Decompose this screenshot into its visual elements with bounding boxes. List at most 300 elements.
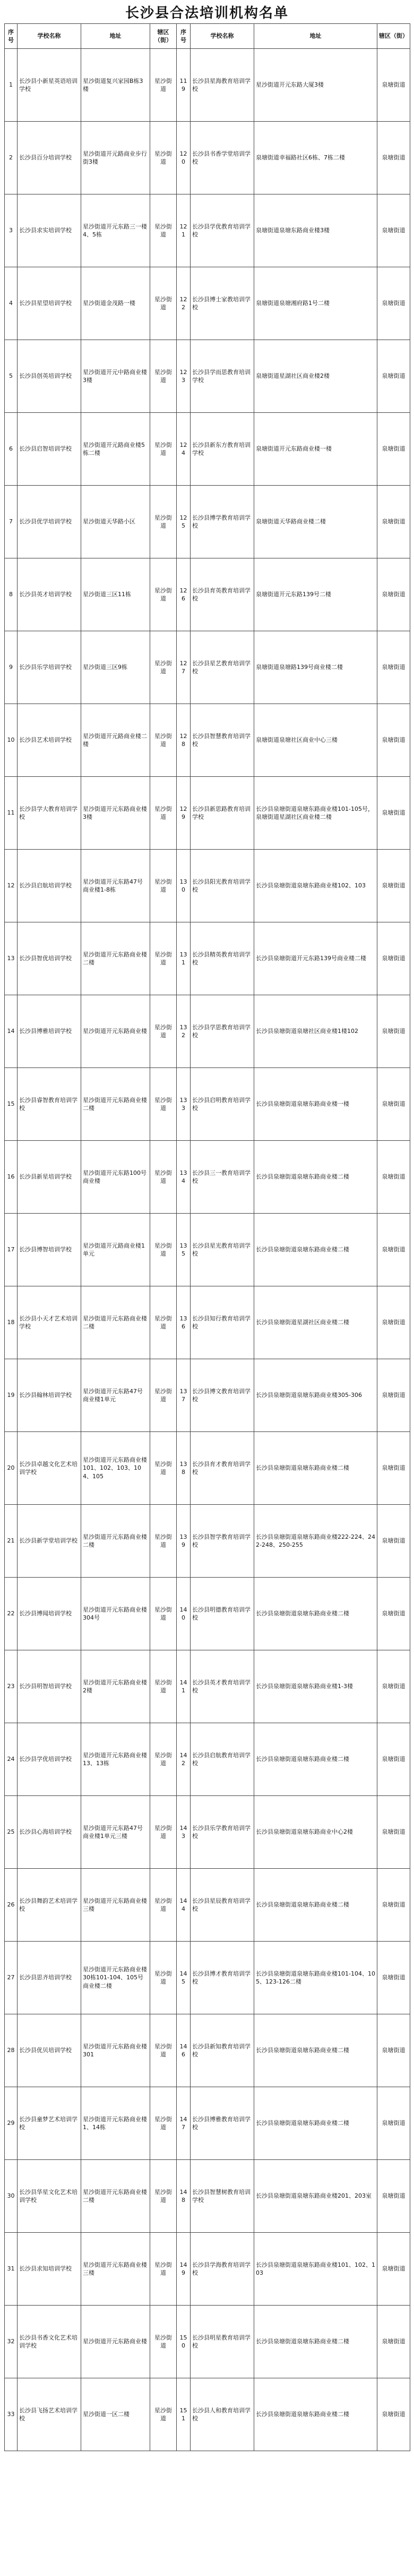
table-row: [5, 1432, 410, 1505]
table-row: [5, 340, 410, 413]
school-name-left: 长沙县博闻培训学校: [18, 1578, 81, 1650]
district-right: 泉塘街道: [377, 995, 410, 1068]
school-name-left: 长沙县睿智教育培训学校: [18, 1068, 81, 1141]
district-left: 星沙街道: [150, 1068, 177, 1141]
school-name-left: 长沙县书香文化艺术培训学校: [18, 2306, 81, 2378]
district-right: 泉塘街道: [377, 850, 410, 922]
school-name-left: 长沙县华星文化艺术培训学校: [18, 2160, 81, 2233]
school-name-right: 长沙县英才教育培训学校: [191, 1650, 254, 1723]
district-left: 星沙街道: [150, 1141, 177, 1214]
col-header-no-right: 序号: [177, 24, 191, 49]
school-address-left: 星沙街道开元东路商业楼13、13栋: [81, 1723, 150, 1796]
row-number-right: 123: [177, 340, 191, 413]
district-left: 星沙街道: [150, 1505, 177, 1578]
table-row: [5, 558, 410, 631]
row-number-right: 121: [177, 194, 191, 267]
school-name-right: 长沙县星海教育培训学校: [191, 49, 254, 122]
school-address-left: 星沙街道开元东路47号商业楼1-8栋: [81, 850, 150, 922]
district-right: 泉塘街道: [377, 1723, 410, 1796]
district-right: 泉塘街道: [377, 1286, 410, 1359]
row-number-left: 12: [5, 850, 18, 922]
district-right: 泉塘街道: [377, 2160, 410, 2233]
school-address-left: 星沙街道三区9栋: [81, 631, 150, 704]
district-left: 星沙街道: [150, 340, 177, 413]
school-address-right: 长沙县泉塘街道泉塘东路商业楼101-105号，泉塘街道星湖社区商业楼二楼: [254, 777, 377, 850]
row-number-right: 124: [177, 413, 191, 486]
school-address-left: 星沙街道开元东路商业楼1、14栋: [81, 2087, 150, 2160]
table-row: [5, 2378, 410, 2451]
table-row: [5, 1578, 410, 1650]
row-number-right: 127: [177, 631, 191, 704]
row-number-right: 135: [177, 1214, 191, 1286]
school-address-left: 星沙街道开元东路商业楼二楼: [81, 1286, 150, 1359]
district-right: 泉塘街道: [377, 1942, 410, 2014]
district-left: 星沙街道: [150, 2160, 177, 2233]
table-row: [5, 1505, 410, 1578]
school-address-right: 长沙县泉塘街道泉塘东路商业楼101、102、103: [254, 2233, 377, 2306]
table-row: [5, 1796, 410, 1869]
school-address-left: 星沙街道开元东路商业楼2楼: [81, 1650, 150, 1723]
school-name-left: 长沙县卓越文化艺术培训学校: [18, 1432, 81, 1505]
row-number-right: 151: [177, 2378, 191, 2451]
district-left: 星沙街道: [150, 1359, 177, 1432]
school-name-right: 长沙县新思路教育培训学校: [191, 777, 254, 850]
row-number-right: 125: [177, 486, 191, 558]
table-row: [5, 922, 410, 995]
school-address-right: 长沙县泉塘街道泉塘东路商业楼二楼: [254, 1723, 377, 1796]
school-address-left: 星沙街道开元东路47号商业楼1单元三楼: [81, 1796, 150, 1869]
school-address-left: 星沙街道开元东路100号商业楼: [81, 1141, 150, 1214]
col-header-name-left: 学校名称: [18, 24, 81, 49]
row-number-right: 137: [177, 1359, 191, 1432]
school-address-left: 星沙街道开元东路商业楼101、102、103、104、105: [81, 1432, 150, 1505]
school-name-right: 长沙县星光教育培训学校: [191, 1214, 254, 1286]
row-number-right: 133: [177, 1068, 191, 1141]
row-number-right: 119: [177, 49, 191, 122]
school-address-right: 长沙县泉塘街道泉塘东路商业楼二楼: [254, 2306, 377, 2378]
school-name-left: 长沙县新学堂培训学校: [18, 1505, 81, 1578]
row-number-right: 143: [177, 1796, 191, 1869]
district-left: 星沙街道: [150, 2087, 177, 2160]
row-number-left: 32: [5, 2306, 18, 2378]
table-row: [5, 704, 410, 777]
row-number-right: 132: [177, 995, 191, 1068]
district-right: 泉塘街道: [377, 1432, 410, 1505]
school-name-right: 长沙县启明教育培训学校: [191, 1068, 254, 1141]
row-number-left: 22: [5, 1578, 18, 1650]
school-name-right: 长沙县智慧教育培训学校: [191, 704, 254, 777]
row-number-right: 129: [177, 777, 191, 850]
district-right: 泉塘街道: [377, 2306, 410, 2378]
school-name-left: 长沙县启智培训学校: [18, 413, 81, 486]
school-address-right: 长沙县泉塘街道泉塘东路商业楼二楼: [254, 2014, 377, 2087]
district-left: 星沙街道: [150, 2378, 177, 2451]
school-address-right: 长沙县泉塘街道泉塘东路商业中心2楼: [254, 1796, 377, 1869]
school-name-right: 长沙县博文教育培训学校: [191, 1359, 254, 1432]
school-name-right: 长沙县学优教育培训学校: [191, 194, 254, 267]
district-left: 星沙街道: [150, 995, 177, 1068]
row-number-right: 128: [177, 704, 191, 777]
table-row: [5, 486, 410, 558]
row-number-right: 144: [177, 1869, 191, 1942]
table-row: [5, 1286, 410, 1359]
district-right: 泉塘街道: [377, 2378, 410, 2451]
school-address-left: 星沙街道开元东路商业楼30栋101-104、105号商业楼二楼: [81, 1942, 150, 2014]
district-right: 泉塘街道: [377, 122, 410, 194]
school-address-right: 长沙县泉塘街道泉塘东路商业楼一楼: [254, 1068, 377, 1141]
school-name-left: 长沙县启航培训学校: [18, 850, 81, 922]
col-header-address-left: 地址: [81, 24, 150, 49]
table-row: [5, 2306, 410, 2378]
school-address-right: 泉塘街道泉塘路139号商业楼二楼: [254, 631, 377, 704]
district-right: 泉塘街道: [377, 1068, 410, 1141]
school-address-left: 星沙街道三区11栋: [81, 558, 150, 631]
row-number-left: 25: [5, 1796, 18, 1869]
school-name-left: 长沙县英才培训学校: [18, 558, 81, 631]
school-address-left: 星沙街道开元东路三一楼4、5栋: [81, 194, 150, 267]
school-address-left: 星沙街道开元东路商业楼304号: [81, 1578, 150, 1650]
school-name-left: 长沙县创英培训学校: [18, 340, 81, 413]
table-row: [5, 2233, 410, 2306]
district-left: 星沙街道: [150, 194, 177, 267]
district-right: 泉塘街道: [377, 1359, 410, 1432]
row-number-left: 21: [5, 1505, 18, 1578]
school-name-left: 长沙县新星培训学校: [18, 1141, 81, 1214]
table-row: [5, 2160, 410, 2233]
district-left: 星沙街道: [150, 413, 177, 486]
school-address-right: 长沙县泉塘街道泉塘东路商业楼二楼: [254, 2378, 377, 2451]
row-number-left: 5: [5, 340, 18, 413]
school-name-left: 长沙县百分培训学校: [18, 122, 81, 194]
school-name-right: 长沙县博才教育培训学校: [191, 1942, 254, 2014]
col-header-district-right: 辖区（街）: [377, 24, 410, 49]
row-number-left: 1: [5, 49, 18, 122]
district-left: 星沙街道: [150, 486, 177, 558]
row-number-right: 149: [177, 2233, 191, 2306]
row-number-left: 26: [5, 1869, 18, 1942]
school-name-right: 长沙县明德教育培训学校: [191, 1578, 254, 1650]
table-row: [5, 631, 410, 704]
table-row: [5, 267, 410, 340]
table-row: [5, 777, 410, 850]
school-name-right: 长沙县博雅教育培训学校: [191, 2087, 254, 2160]
district-right: 泉塘街道: [377, 1505, 410, 1578]
school-name-left: 长沙县博智培训学校: [18, 1214, 81, 1286]
district-left: 星沙街道: [150, 1286, 177, 1359]
table-row: [5, 995, 410, 1068]
table-row: [5, 1068, 410, 1141]
table-row: [5, 1359, 410, 1432]
district-left: 星沙街道: [150, 704, 177, 777]
table-row: [5, 194, 410, 267]
district-left: 星沙街道: [150, 1578, 177, 1650]
school-name-left: 长沙县明智培训学校: [18, 1650, 81, 1723]
school-address-right: 长沙县泉塘街道开元东路139号商业楼二楼: [254, 922, 377, 995]
school-name-right: 长沙县三一教育培训学校: [191, 1141, 254, 1214]
school-address-right: 长沙县泉塘街道泉塘东路商业楼222-224、242-248、250-255: [254, 1505, 377, 1578]
district-left: 星沙街道: [150, 267, 177, 340]
district-right: 泉塘街道: [377, 413, 410, 486]
school-name-left: 长沙县童梦艺术培训学校: [18, 2087, 81, 2160]
school-name-right: 长沙县育才教育培训学校: [191, 1432, 254, 1505]
row-number-left: 31: [5, 2233, 18, 2306]
district-left: 星沙街道: [150, 1869, 177, 1942]
district-right: 泉塘街道: [377, 777, 410, 850]
institution-table: [4, 23, 410, 2451]
school-address-left: 星沙街道一区二楼: [81, 2378, 150, 2451]
school-name-left: 长沙县舞韵艺术培训学校: [18, 1869, 81, 1942]
row-number-left: 13: [5, 922, 18, 995]
school-name-right: 长沙县阳光教育培训学校: [191, 850, 254, 922]
school-address-right: 泉塘街道星湖社区商业楼2楼: [254, 340, 377, 413]
district-left: 星沙街道: [150, 558, 177, 631]
row-number-right: 141: [177, 1650, 191, 1723]
school-name-right: 长沙县精英教育培训学校: [191, 922, 254, 995]
school-address-left: 星沙街道开元中路商业楼3楼: [81, 340, 150, 413]
district-right: 泉塘街道: [377, 1650, 410, 1723]
district-right: 泉塘街道: [377, 922, 410, 995]
school-name-right: 长沙县星辰教育培训学校: [191, 1869, 254, 1942]
district-right: 泉塘街道: [377, 1141, 410, 1214]
school-address-right: 长沙县泉塘街道泉塘东路商业楼201、203室: [254, 2160, 377, 2233]
school-address-left: 星沙街道开元路商业步行街3楼: [81, 122, 150, 194]
col-header-address-right: 地址: [254, 24, 377, 49]
school-address-right: 长沙县泉塘街道泉塘东路商业楼101-104、105、123-126二楼: [254, 1942, 377, 2014]
row-number-right: 150: [177, 2306, 191, 2378]
district-left: 星沙街道: [150, 2306, 177, 2378]
table-row: [5, 2087, 410, 2160]
row-number-right: 145: [177, 1942, 191, 2014]
row-number-right: 122: [177, 267, 191, 340]
table-row: [5, 1869, 410, 1942]
row-number-left: 2: [5, 122, 18, 194]
row-number-left: 15: [5, 1068, 18, 1141]
district-left: 星沙街道: [150, 1723, 177, 1796]
school-name-left: 长沙县乐学培训学校: [18, 631, 81, 704]
table-row: [5, 1214, 410, 1286]
row-number-left: 18: [5, 1286, 18, 1359]
table-row: [5, 2014, 410, 2087]
school-name-right: 长沙县星艺教育培训学校: [191, 631, 254, 704]
row-number-left: 17: [5, 1214, 18, 1286]
district-left: 星沙街道: [150, 1650, 177, 1723]
row-number-left: 20: [5, 1432, 18, 1505]
row-number-left: 23: [5, 1650, 18, 1723]
district-left: 星沙街道: [150, 2233, 177, 2306]
school-address-left: 星沙街道开元路商业楼1单元: [81, 1214, 150, 1286]
row-number-right: 139: [177, 1505, 191, 1578]
school-address-left: 星沙街道开元东路商业楼二楼: [81, 2160, 150, 2233]
table-row: [5, 1650, 410, 1723]
school-name-right: 长沙县人和教育培训学校: [191, 2378, 254, 2451]
school-name-left: 长沙县心海培训学校: [18, 1796, 81, 1869]
school-address-right: 长沙县泉塘街道泉塘社区商业楼1楼102: [254, 995, 377, 1068]
row-number-left: 8: [5, 558, 18, 631]
row-number-left: 19: [5, 1359, 18, 1432]
district-right: 泉塘街道: [377, 558, 410, 631]
school-name-right: 长沙县智学教育培训学校: [191, 1505, 254, 1578]
school-address-right: 长沙县泉塘街道泉塘东路商业楼305-306: [254, 1359, 377, 1432]
district-left: 星沙街道: [150, 2014, 177, 2087]
table-row: [5, 49, 410, 122]
district-right: 泉塘街道: [377, 2014, 410, 2087]
table-row: [5, 850, 410, 922]
school-address-right: 长沙县泉塘街道泉塘东路商业楼1-3楼: [254, 1650, 377, 1723]
row-number-left: 9: [5, 631, 18, 704]
col-header-name-right: 学校名称: [191, 24, 254, 49]
district-right: 泉塘街道: [377, 340, 410, 413]
school-address-left: 星沙街道金茂路一楼: [81, 267, 150, 340]
row-number-left: 29: [5, 2087, 18, 2160]
district-right: 泉塘街道: [377, 267, 410, 340]
district-left: 星沙街道: [150, 122, 177, 194]
row-number-right: 142: [177, 1723, 191, 1796]
district-right: 泉塘街道: [377, 1869, 410, 1942]
district-left: 星沙街道: [150, 1214, 177, 1286]
row-number-right: 140: [177, 1578, 191, 1650]
row-number-left: 3: [5, 194, 18, 267]
row-number-left: 14: [5, 995, 18, 1068]
district-right: 泉塘街道: [377, 1578, 410, 1650]
school-name-left: 长沙县小天才艺术培训学校: [18, 1286, 81, 1359]
table-row: [5, 1723, 410, 1796]
school-name-left: 长沙县飞扬艺术培训学校: [18, 2378, 81, 2451]
school-name-left: 长沙县优贝培训学校: [18, 2014, 81, 2087]
page-title: 长沙县合法培训机构名单: [125, 5, 289, 21]
school-name-right: 长沙县明星教育培训学校: [191, 2306, 254, 2378]
row-number-left: 28: [5, 2014, 18, 2087]
school-name-right: 长沙县博士家教培训学校: [191, 267, 254, 340]
school-name-left: 长沙县小新星英语培训学校: [18, 49, 81, 122]
school-name-left: 长沙县求实培训学校: [18, 194, 81, 267]
school-address-left: 星沙街道开元路商业楼二楼: [81, 704, 150, 777]
school-name-right: 长沙县启航教育培训学校: [191, 1723, 254, 1796]
row-number-right: 136: [177, 1286, 191, 1359]
school-address-left: 星沙街道开元东路商业楼: [81, 995, 150, 1068]
school-address-right: 长沙县泉塘街道泉塘东路商业楼二楼: [254, 1432, 377, 1505]
row-number-right: 126: [177, 558, 191, 631]
school-address-right: 泉塘街道开元东路139号二楼: [254, 558, 377, 631]
district-left: 星沙街道: [150, 922, 177, 995]
school-name-right: 长沙县知行教育培训学校: [191, 1286, 254, 1359]
school-address-right: 泉塘街道开元东路商业楼一楼: [254, 413, 377, 486]
school-name-right: 长沙县乐学教育培训学校: [191, 1796, 254, 1869]
row-number-left: 7: [5, 486, 18, 558]
school-name-left: 长沙县学大教育培训学校: [18, 777, 81, 850]
school-name-right: 长沙县博学教育培训学校: [191, 486, 254, 558]
col-header-no-left: 序号: [5, 24, 18, 49]
district-left: 星沙街道: [150, 49, 177, 122]
school-address-left: 星沙街道开元东路商业楼三楼: [81, 2233, 150, 2306]
school-address-right: 长沙县泉塘街道星湖社区商业楼二楼: [254, 1286, 377, 1359]
row-number-right: 131: [177, 922, 191, 995]
row-number-left: 24: [5, 1723, 18, 1796]
district-right: 泉塘街道: [377, 631, 410, 704]
school-address-left: 星沙街道开元东路商业楼二楼: [81, 1505, 150, 1578]
row-number-left: 27: [5, 1942, 18, 2014]
school-name-right: 长沙县新知教育培训学校: [191, 2014, 254, 2087]
school-address-right: 长沙县泉塘街道泉塘东路商业楼二楼: [254, 1214, 377, 1286]
school-address-right: 泉塘街道幸福路社区6栋、7栋二楼: [254, 122, 377, 194]
row-number-left: 11: [5, 777, 18, 850]
row-number-left: 10: [5, 704, 18, 777]
school-name-left: 长沙县求知培训学校: [18, 2233, 81, 2306]
district-right: 泉塘街道: [377, 1214, 410, 1286]
school-address-right: 长沙县泉塘街道泉塘东路商业楼二楼: [254, 1578, 377, 1650]
school-address-left: 星沙街道开元东路商业楼三楼: [81, 1869, 150, 1942]
row-number-right: 148: [177, 2160, 191, 2233]
school-address-left: 星沙街道开元路商业楼5栋二楼: [81, 413, 150, 486]
school-address-left: 星沙街道开元东路商业楼3楼: [81, 777, 150, 850]
col-header-district-left: 辖区（街）: [150, 24, 177, 49]
row-number-right: 138: [177, 1432, 191, 1505]
school-name-right: 长沙县智慧树教育培训学校: [191, 2160, 254, 2233]
school-address-left: 星沙街道天华路小区: [81, 486, 150, 558]
school-name-left: 长沙县智优培训学校: [18, 922, 81, 995]
district-right: 泉塘街道: [377, 486, 410, 558]
row-number-left: 30: [5, 2160, 18, 2233]
school-name-right: 长沙县学思教育培训学校: [191, 995, 254, 1068]
district-left: 星沙街道: [150, 1942, 177, 2014]
header-row: [5, 24, 410, 49]
school-address-right: 泉塘街道泉塘社区商业中心三楼: [254, 704, 377, 777]
school-name-left: 长沙县优学培训学校: [18, 486, 81, 558]
row-number-left: 33: [5, 2378, 18, 2451]
row-number-right: 146: [177, 2014, 191, 2087]
row-number-right: 147: [177, 2087, 191, 2160]
school-name-right: 长沙县新东方教育培训学校: [191, 413, 254, 486]
district-left: 星沙街道: [150, 1796, 177, 1869]
school-name-left: 长沙县思齐培训学校: [18, 1942, 81, 2014]
district-right: 泉塘街道: [377, 704, 410, 777]
row-number-right: 120: [177, 122, 191, 194]
school-address-right: 长沙县泉塘街道泉塘东路商业楼二楼: [254, 2087, 377, 2160]
school-address-right: 泉塘街道天华路商业楼二楼: [254, 486, 377, 558]
school-name-right: 长沙县学而思教育培训学校: [191, 340, 254, 413]
school-address-right: 长沙县泉塘街道泉塘东路商业楼二楼: [254, 1141, 377, 1214]
school-address-left: 星沙街道开元东路47号商业楼1单元: [81, 1359, 150, 1432]
school-name-left: 长沙县博雅培训学校: [18, 995, 81, 1068]
school-name-left: 长沙县翰林培训学校: [18, 1359, 81, 1432]
district-right: 泉塘街道: [377, 1796, 410, 1869]
school-name-right: 长沙县学海教育培训学校: [191, 2233, 254, 2306]
school-address-left: 星沙街道开元东路商业楼: [81, 2306, 150, 2378]
school-address-left: 星沙街道开元东路商业楼二楼: [81, 1068, 150, 1141]
row-number-left: 6: [5, 413, 18, 486]
school-name-left: 长沙县学优培训学校: [18, 1723, 81, 1796]
row-number-left: 16: [5, 1141, 18, 1214]
school-address-right: 泉塘街道泉塘湘府路1号二楼: [254, 267, 377, 340]
school-address-right: 长沙县泉塘街道泉塘东路商业楼二楼: [254, 1869, 377, 1942]
school-name-left: 长沙县星望培训学校: [18, 267, 81, 340]
row-number-right: 134: [177, 1141, 191, 1214]
row-number-right: 130: [177, 850, 191, 922]
table-row: [5, 1141, 410, 1214]
school-address-left: 星沙街道开元东路商业楼二楼: [81, 922, 150, 995]
school-address-right: 长沙县泉塘街道泉塘东路商业楼102、103: [254, 850, 377, 922]
district-left: 星沙街道: [150, 850, 177, 922]
table-row: [5, 122, 410, 194]
row-number-left: 4: [5, 267, 18, 340]
district-left: 星沙街道: [150, 1432, 177, 1505]
district-right: 泉塘街道: [377, 49, 410, 122]
district-right: 泉塘街道: [377, 194, 410, 267]
school-name-right: 长沙县育英教育培训学校: [191, 558, 254, 631]
district-right: 泉塘街道: [377, 2087, 410, 2160]
school-address-right: 泉塘街道泉塘东路商业楼3楼: [254, 194, 377, 267]
district-right: 泉塘街道: [377, 2233, 410, 2306]
school-name-left: 长沙县艺术培训学校: [18, 704, 81, 777]
